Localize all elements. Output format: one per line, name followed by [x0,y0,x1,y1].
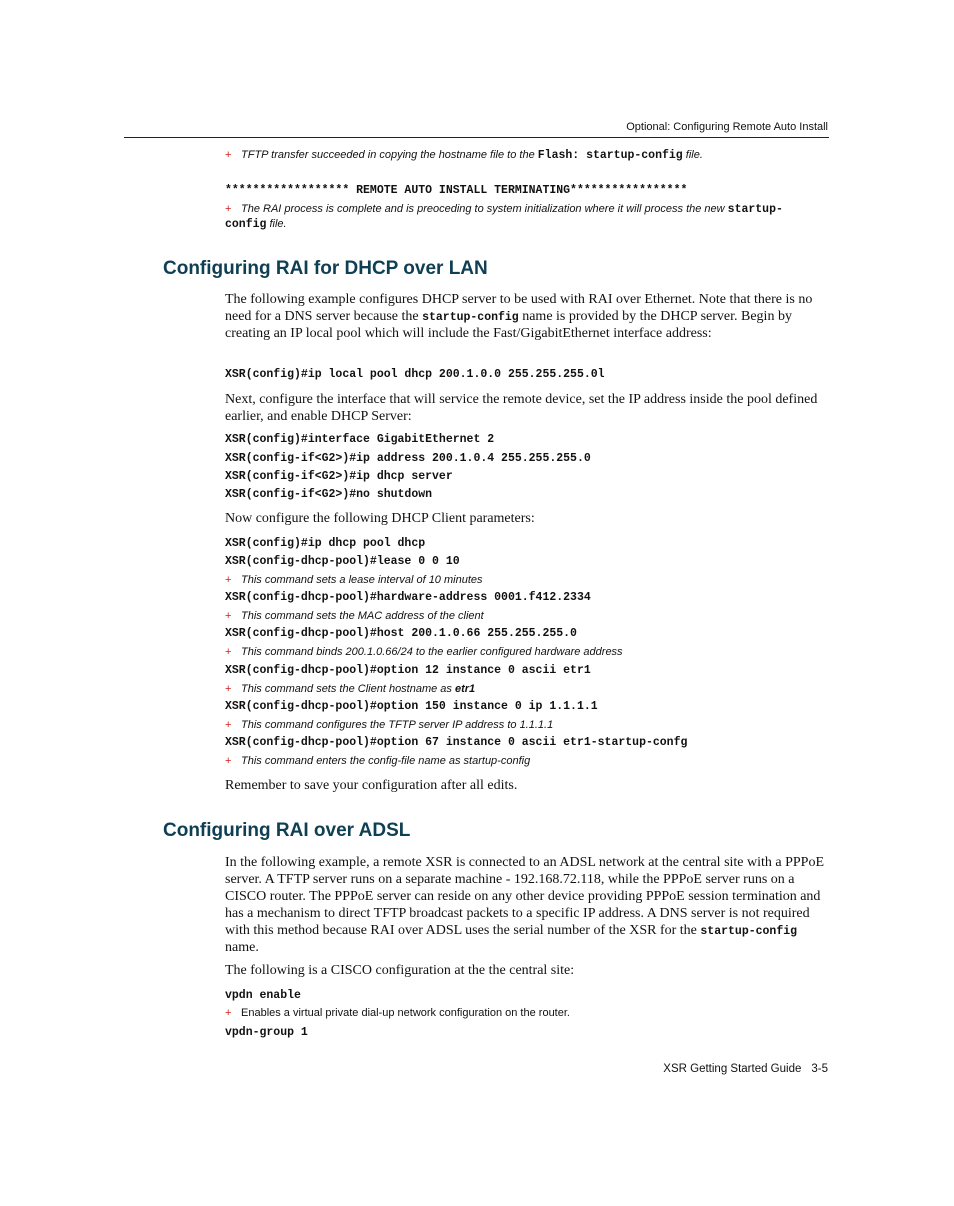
command-line: vpdn-group 1 [225,1026,308,1039]
command-line: XSR(config-dhcp-pool)#option 150 instance 0 ip 1.1.1.1 [225,700,598,713]
paragraph-save-reminder: Remember to save your configuration after all edits. [225,778,518,793]
plus-icon: + [225,719,232,731]
paragraph-client-params: Now configure the following DHCP Client parameters: [225,511,535,526]
note-tftp-transfer: + TFTP transfer succeeded in copying the hostname file to the Flash: startup-config file. [225,149,703,162]
paragraph-cisco-config: The following is a CISCO configuration at the the central site: [225,963,575,978]
paragraph-dhcp-intro: The following example configures DHCP server to be used with RAI over Ethernet. Note that there is no need for a DNS server because the startup-config name is provided by the DHCP server. Begin by creating an IP local pool which will include the Fast/GigabitEthernet interface address: [225,292,813,341]
note-host: + This command binds 200.1.0.66/24 to the earlier configured hardware address [225,646,623,658]
command-line: XSR(config)#ip dhcp pool dhcp [225,537,426,550]
page-footer [663,1063,828,1075]
note-rai-complete: + The RAI process is complete and is preoceding to system initialization where it will process the new startup- config file. [225,203,783,231]
command-line: XSR(config-dhcp-pool)#option 12 instance 0 ascii etr1 [225,664,591,677]
command-line: XSR(config-if<G2>)#no shutdown [225,488,433,501]
plus-icon: + [225,149,232,161]
note-option-150: + This command configures the TFTP server IP address to 1.1.1.1 [225,719,554,731]
plus-icon: + [225,574,232,586]
command-line: vpdn enable [225,989,301,1002]
footer-page-number: 3-5 [811,1063,828,1075]
command-line: XSR(config-dhcp-pool)#host 200.1.0.66 255.255.255.0 [225,627,577,640]
plus-icon: + [225,610,232,622]
footer-guide-title: XSR Getting Started Guide [663,1063,802,1075]
plus-icon: + [225,646,232,658]
rai-terminating-banner: ****************** REMOTE AUTO INSTALL TERMINATING***************** [225,184,688,197]
plus-icon: + [225,755,232,767]
section-heading-dhcp-lan: Configuring RAI for DHCP over LAN [163,258,488,279]
command-line: XSR(config)#ip local pool dhcp 200.1.0.0 255.255.255.0l [225,368,605,381]
command-line: XSR(config-if<G2>)#ip dhcp server [225,470,453,483]
section-heading-adsl: Configuring RAI over ADSL [163,820,411,841]
note-lease: + This command sets a lease interval of 10 minutes [225,574,483,586]
command-line: XSR(config-dhcp-pool)#option 67 instance 0 ascii etr1-startup-confg [225,736,688,749]
command-line: XSR(config-dhcp-pool)#hardware-address 0001.f412.2334 [225,591,591,604]
note-option-67: + This command enters the config-file name as startup-config [225,755,531,767]
running-header: Optional: Configuring Remote Auto Install [626,121,828,133]
header-rule [124,137,829,138]
command-line: XSR(config-if<G2>)#ip address 200.1.0.4 255.255.255.0 [225,452,591,465]
paragraph-interface: Next, configure the interface that will service the remote device, set the IP address inside the pool defined earlier, and enable DHCP Server: [225,392,818,424]
command-line: XSR(config)#interface GigabitEthernet 2 [225,433,495,446]
command-line: XSR(config-dhcp-pool)#lease 0 0 10 [225,555,460,568]
note-vpdn: + Enables a virtual private dial-up network configuration on the router. [225,1007,570,1019]
plus-icon: + [225,1007,232,1019]
plus-icon: + [225,683,232,695]
note-option-12: + This command sets the Client hostname as etr1 [225,683,476,695]
paragraph-adsl-intro: In the following example, a remote XSR is connected to an ADSL network at the central site with a PPPoE server. A TFTP server runs on a separate machine - 192.168.72.118, while the PPPoE server runs on a CISCO router. The PPPoE server can reside on any other device providing PPPoE session termination and has a mechanism to direct TFTP broadcast packets to a specific IP address. A DNS server is not required with this method because RAI over ADSL uses the serial number of the XSR for the startup-config name. [225,855,825,955]
note-hardware-address: + This command sets the MAC address of the client [225,610,484,622]
plus-icon: + [225,203,232,215]
